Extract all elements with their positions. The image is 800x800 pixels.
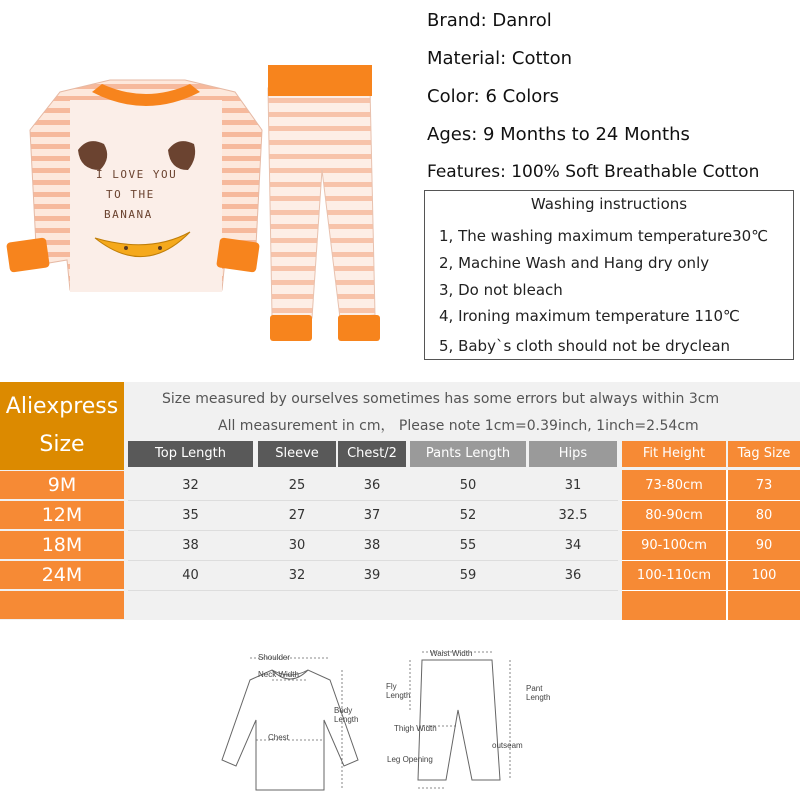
cell-sleeve: 27 <box>288 508 306 523</box>
cell-pants-length: 50 <box>459 478 477 493</box>
cell-sleeve: 25 <box>288 478 306 493</box>
header-tag-size: Tag Size <box>728 441 800 467</box>
ages-text: Ages: 9 Months to 24 Months <box>427 124 690 145</box>
measure-note-2: All measurement in cm， Please note 1cm=0.39inch, 1inch=2.54cm <box>218 418 699 434</box>
row-divider <box>622 590 800 591</box>
aliexpress-size-label <box>0 382 124 470</box>
shirt-print-line2: TO THE <box>106 188 155 201</box>
diagram-label-leg-opening: Leg Opening <box>387 755 433 764</box>
header-pants-length: Pants Length <box>410 441 526 467</box>
cell-pants-length: 59 <box>459 568 477 583</box>
cell-hips: 32.5 <box>558 508 588 523</box>
row-divider <box>622 500 800 501</box>
cell-fit-height: 80-90cm <box>645 508 703 523</box>
product-photo <box>0 0 420 360</box>
header-fit-height: Fit Height <box>622 441 726 467</box>
cell-chest: 37 <box>363 508 381 523</box>
measure-note-1: Size measured by ourselves sometimes has some errors but always within 3cm <box>162 391 720 407</box>
cell-tag-size: 73 <box>755 478 773 493</box>
brand-text: Brand: Danrol <box>427 10 552 31</box>
cell-fit-height: 73-80cm <box>645 478 703 493</box>
pants-illustration <box>268 65 380 341</box>
washing-item: 1, The washing maximum temperature30℃ <box>439 227 769 245</box>
cell-chest: 38 <box>363 538 381 553</box>
cell-hips: 36 <box>564 568 582 583</box>
washing-instructions-box <box>424 190 794 360</box>
washing-item: 3, Do not bleach <box>439 281 563 299</box>
cell-chest: 36 <box>363 478 381 493</box>
washing-item: 5, Baby`s cloth should not be dryclean <box>439 337 731 355</box>
washing-item: 2, Machine Wash and Hang dry only <box>439 254 710 272</box>
cell-chest: 39 <box>363 568 381 583</box>
diagram-label-neck-width: Neck Width <box>258 670 299 679</box>
cell-top-length: 38 <box>182 538 199 553</box>
cell-hips: 31 <box>564 478 582 493</box>
cell-top-length: 40 <box>182 568 199 583</box>
cell-tag-size: 90 <box>755 538 773 553</box>
cell-tag-size: 100 <box>751 568 777 583</box>
washing-title: Washing instructions <box>530 195 688 213</box>
shirt-print-line3: BANANA <box>104 208 153 221</box>
row-divider <box>128 500 618 501</box>
shirt-illustration <box>6 80 262 292</box>
diagram-label-shoulder: Shoulder <box>258 653 291 662</box>
header-hips: Hips <box>529 441 617 467</box>
cell-pants-length: 55 <box>459 538 477 553</box>
diagram-label-waist-width: Waist Width <box>430 649 473 658</box>
diagram-label-fly-length: Fly Length <box>386 682 411 700</box>
row-divider <box>128 530 618 531</box>
size-label: 9M <box>0 471 124 499</box>
cell-pants-length: 52 <box>459 508 477 523</box>
aliexpress-label-line1: Aliexpress <box>5 394 119 419</box>
cell-sleeve: 32 <box>288 568 306 583</box>
washing-item: 4, Ironing maximum temperature 110℃ <box>439 307 740 325</box>
size-label: 12M <box>0 501 124 529</box>
row-divider <box>128 560 618 561</box>
cell-fit-height: 100-110cm <box>636 568 712 583</box>
cell-top-length: 35 <box>182 508 199 523</box>
diagram-label-thigh-width: Thigh Width <box>394 724 437 733</box>
color-text: Color: 6 Colors <box>427 86 560 107</box>
cell-fit-height: 90-100cm <box>641 538 707 553</box>
size-label: 18M <box>0 531 124 559</box>
cell-hips: 34 <box>564 538 582 553</box>
diagram-label-pant-length: Pant Length <box>526 684 551 702</box>
pants-measurement-diagram <box>380 640 560 800</box>
aliexpress-label-line2: Size <box>39 432 85 457</box>
features-text: Features: 100% Soft Breathable Cotton <box>427 162 760 182</box>
diagram-label-chest: Chest <box>268 733 289 742</box>
cell-top-length: 32 <box>182 478 199 493</box>
row-divider <box>622 560 800 561</box>
row-divider <box>128 590 618 591</box>
size-label: 24M <box>0 561 124 589</box>
shirt-print-line1: I LOVE YOU <box>96 168 178 181</box>
cell-tag-size: 80 <box>755 508 773 523</box>
cell-sleeve: 30 <box>288 538 306 553</box>
size-label-empty <box>0 591 124 619</box>
diagram-label-outseam: outseam <box>492 741 523 750</box>
material-text: Material: Cotton <box>427 48 573 69</box>
header-chest: Chest/2 <box>338 441 406 467</box>
diagram-label-body-length: Body Length <box>334 706 359 724</box>
header-top-length: Top Length <box>128 441 253 467</box>
row-divider <box>622 530 800 531</box>
header-sleeve: Sleeve <box>258 441 336 467</box>
